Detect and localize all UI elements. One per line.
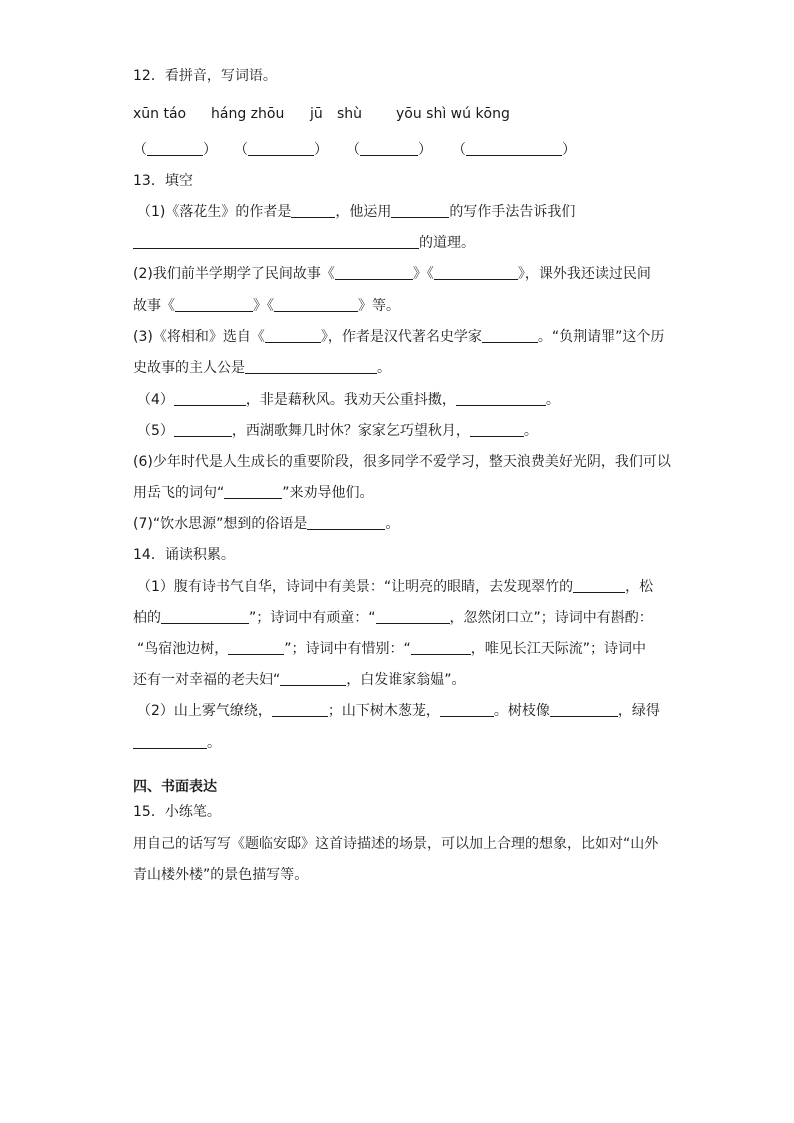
text-segment: ”；诗词中有顽童：“ xyxy=(249,610,376,626)
answer-paren-3[interactable]: （ ） xyxy=(346,142,432,158)
q14-line-2 xyxy=(133,608,653,628)
blank[interactable] xyxy=(376,609,450,624)
text-segment: （2）山上雾气缭绕， xyxy=(137,703,272,719)
text-segment: 还有一对幸福的老夫妇“ xyxy=(133,672,281,688)
q13-line-1 xyxy=(137,202,575,222)
text-segment: ，西湖歌舞几时休？家家乞巧望秋月， xyxy=(231,423,470,439)
q14-line-6 xyxy=(133,733,221,753)
blank[interactable] xyxy=(265,328,321,343)
text-segment: 。 xyxy=(377,360,391,376)
blank[interactable] xyxy=(274,297,358,312)
section-4-heading: 四、书面表达 xyxy=(133,779,217,795)
blank[interactable] xyxy=(245,359,377,374)
text-segment: ；山下树木葱茏， xyxy=(327,703,440,719)
blank[interactable] xyxy=(280,671,346,686)
blank[interactable] xyxy=(228,640,284,655)
text-segment: （1)《落花生》的作者是 xyxy=(137,204,292,220)
blank[interactable] xyxy=(248,141,314,156)
blank[interactable] xyxy=(224,484,282,499)
text-segment: ，唯见长江天际流”；诗词中 xyxy=(470,641,647,657)
text-segment: ，绿得 xyxy=(617,703,660,719)
text-segment: 》等。 xyxy=(358,298,400,314)
pinyin-3: jū xyxy=(310,106,323,122)
q14-title: 14．诵读积累。 xyxy=(133,547,235,563)
q15-prompt-line-2: 青山楼外楼”的景色描写等。 xyxy=(133,867,309,883)
text-segment: （5） xyxy=(137,423,174,439)
q13-line-9: (6)少年时代是人生成长的重要阶段，很多同学不爱学习，整天浪费美好光阴，我们可以 xyxy=(133,454,671,470)
text-segment: 故事《 xyxy=(133,298,175,314)
text-segment: 》《 xyxy=(412,266,434,282)
q13-line-10 xyxy=(133,483,374,503)
text-segment: (3)《将相和》选自《 xyxy=(133,329,265,345)
blank[interactable] xyxy=(133,234,419,249)
text-segment: 。 xyxy=(207,735,221,751)
blank[interactable] xyxy=(550,702,618,717)
text-segment: ，忽然闭口立”；诗词中有斟酌： xyxy=(449,610,653,626)
blank[interactable] xyxy=(175,297,253,312)
text-segment: 。 xyxy=(523,423,538,439)
text-segment: 柏的 xyxy=(133,610,161,626)
blank[interactable] xyxy=(573,578,625,593)
text-segment: ，他运用 xyxy=(335,204,392,220)
q13-line-7 xyxy=(137,390,560,410)
blank[interactable] xyxy=(434,265,518,280)
q12-title: 12．看拼音，写词语。 xyxy=(133,68,277,84)
text-segment: (7)“饮水思源”想到的俗语是 xyxy=(133,516,308,532)
q13-line-11 xyxy=(133,514,399,534)
text-segment: （4） xyxy=(137,392,174,408)
pinyin-4: shù xyxy=(337,106,363,122)
q14-line-1 xyxy=(137,577,653,597)
blank[interactable] xyxy=(440,702,494,717)
blank[interactable] xyxy=(174,391,246,406)
q15-title: 15．小练笔。 xyxy=(133,804,221,820)
text-segment: 。“负荆请罪”这个历 xyxy=(537,329,665,345)
text-segment: ，松 xyxy=(625,579,654,595)
blank[interactable] xyxy=(482,328,538,343)
blank[interactable] xyxy=(174,422,232,437)
q14-line-5 xyxy=(137,701,660,721)
q13-line-8 xyxy=(137,421,538,441)
text-segment: 》《 xyxy=(253,298,274,314)
blank[interactable] xyxy=(360,141,418,156)
blank[interactable] xyxy=(470,422,524,437)
blank[interactable] xyxy=(456,391,546,406)
blank[interactable] xyxy=(335,265,413,280)
text-segment: 》，作者是汉代著名史学家 xyxy=(320,329,482,345)
text-segment: 的写作手法告诉我们 xyxy=(449,204,576,220)
q13-title: 13．填空 xyxy=(133,173,193,189)
text-segment: 。 xyxy=(385,516,400,532)
text-segment: ”；诗词中有惜别：“ xyxy=(284,641,411,657)
q14-line-4 xyxy=(133,670,466,690)
pinyin-1: xūn táo xyxy=(133,106,187,122)
blank[interactable] xyxy=(291,203,335,218)
blank[interactable] xyxy=(272,702,328,717)
text-segment: ，白发谁家翁媪”。 xyxy=(346,672,466,688)
blank[interactable] xyxy=(161,609,249,624)
blank[interactable] xyxy=(133,734,207,749)
q13-line-3 xyxy=(133,264,651,284)
text-segment: ，非是藉秋风。我劝天公重抖擞， xyxy=(245,392,456,408)
answer-paren-4[interactable]: （ ） xyxy=(452,142,576,158)
text-segment: 。 xyxy=(545,392,560,408)
text-segment: 。树枝像 xyxy=(493,703,550,719)
q13-line-5 xyxy=(133,327,664,347)
text-segment: 的道理。 xyxy=(419,235,475,251)
answer-paren-1[interactable]: （ ） xyxy=(133,142,217,158)
text-segment: 用岳飞的词句“ xyxy=(133,485,225,501)
text-segment: 》，课外我还读过民间 xyxy=(517,266,651,282)
blank[interactable] xyxy=(147,141,203,156)
blank[interactable] xyxy=(466,141,562,156)
q15-prompt-line-1: 用自己的话写写《题临安邸》这首诗描述的场景，可以加上合理的想象，比如对“山外 xyxy=(133,836,659,852)
pinyin-2: háng zhōu xyxy=(211,106,285,122)
pinyin-5: yōu shì wú kōng xyxy=(396,106,510,122)
answer-paren-2[interactable]: （ ） xyxy=(234,142,328,158)
text-segment: ”来劝导他们。 xyxy=(282,485,374,501)
q14-line-3 xyxy=(137,639,646,659)
text-segment: （1）腹有诗书气自华，诗词中有美景：“让明亮的眼睛，去发现翠竹的 xyxy=(137,579,574,595)
blank[interactable] xyxy=(411,640,471,655)
blank[interactable] xyxy=(307,515,385,530)
q13-line-2 xyxy=(133,233,475,253)
q13-line-4 xyxy=(133,296,400,316)
blank[interactable] xyxy=(391,203,449,218)
text-segment: “鸟宿池边树， xyxy=(137,641,229,657)
text-segment: 史故事的主人公是 xyxy=(133,360,245,376)
text-segment: (2)我们前半学期学了民间故事《 xyxy=(133,266,335,282)
q13-line-6 xyxy=(133,358,391,378)
